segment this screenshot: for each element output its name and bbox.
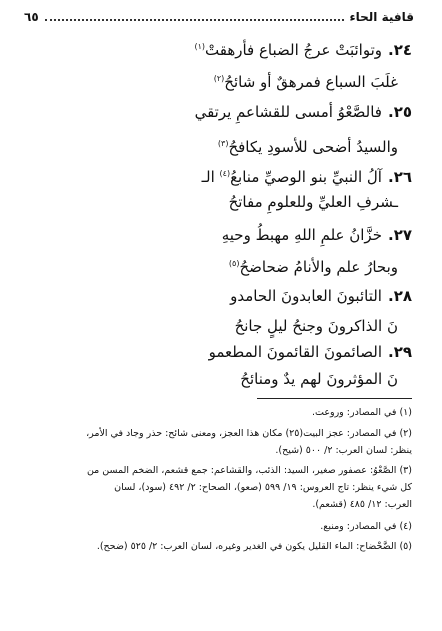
- footnote-3-cont: كل شيء ينظر: تاج العروس: ١٩/ ٥٩٩ (صعو)، الصحاح: ٢/ ٤٩٢ (سود)، لسان: [114, 482, 412, 493]
- footnote-separator: [257, 398, 412, 399]
- footnote-3-cont2: العرب: ١٢/ ٤٨٥ (قشعم).: [312, 499, 412, 510]
- hemistich-text: التائبونَ العابدونَ الحامدو: [230, 287, 382, 305]
- verse-25-first: [22, 99, 412, 125]
- verse-24-second: [22, 66, 412, 92]
- verse-26-second: [22, 189, 412, 215]
- verse-29-second: [22, 366, 412, 392]
- verse-number: ٢٨.: [387, 287, 412, 305]
- hemistich-text: والسيدُ أضحى للأسودِ يكافحُ: [228, 138, 398, 156]
- footnote-marker: (١): [194, 42, 205, 51]
- hemistich-text: آلُ النبيِّ بنو الوصيِّ منابعُ: [230, 168, 382, 186]
- footnote-4: (٤) في المصادر: ومنبع.: [320, 521, 412, 532]
- footnote-3: (٣) الصَّعْوُ: عصفور صغير، السيد: الذئب، والقشاعم: جمع قشعم، الضخم المسن من: [86, 465, 412, 476]
- verse-28-first: [22, 283, 412, 309]
- verse-number: ٢٥.: [387, 103, 412, 121]
- verse-25-second: [22, 131, 412, 157]
- hemistich-text: نَ الذاكرونَ وجنحُ ليلٍ جانحُ: [234, 317, 398, 335]
- verse-29-first: [22, 339, 412, 365]
- hemistich-text: ـشرفِ العليِّ وللعلومِ مفاتحُ: [228, 193, 398, 211]
- verse-24-first: [22, 34, 412, 60]
- verse-28-second: [22, 313, 412, 339]
- footnote-5: (٥) الضَّحْضاح: الماء القليل يكون في الغدير وغيره، لسان العرب: ٢/ ٥٢٥ (ضحح).: [96, 541, 412, 552]
- footnote-marker: (٥): [228, 259, 240, 268]
- chapter-title: قافية الحاء: [349, 10, 414, 24]
- hemistich-text: نَ المؤثرونَ لهم يدٌ ومنائحُ: [240, 370, 398, 388]
- verse-27-first: [22, 222, 412, 248]
- hemistich-text: فالصَّعْوُ أمسى للقشاعمِ يرتقي: [194, 103, 382, 121]
- verse-number: ٢٤.: [387, 41, 412, 59]
- header-dotted-leader: [45, 19, 344, 21]
- footnote-marker: (٢): [213, 74, 225, 83]
- hemistich-text: غلَبَ السباعِ فمرهقٌ أو شائحُ: [224, 73, 398, 91]
- verse-27-second: [22, 251, 412, 277]
- verse-number: ٢٧.: [387, 226, 412, 244]
- footnote-marker: (٣): [217, 139, 229, 148]
- hemistich-text: خزَّانُ علمِ اللهِ مهبطُ وحيهِ: [221, 226, 382, 244]
- hemistich-text: وتوائبَتْ عرجُ الضباعِ فأرهقتْ: [205, 41, 382, 59]
- page-number: ٦٥: [24, 10, 39, 24]
- footnote-marker: (٤): [219, 169, 231, 178]
- footnote-1: (١) في المصادر: وروعت.: [311, 407, 412, 418]
- hemistich-text: الصائمونَ القائمونَ المطعمو: [208, 343, 382, 361]
- hemistich-text: وبحارُ علمِ والأنامُ ضحاضحُ: [239, 258, 398, 276]
- hemistich-tail: الـ: [201, 168, 215, 186]
- verse-26-first: [22, 161, 412, 187]
- footnote-2: (٢) في المصادر: عجز البيت(٢٥) مكان هذا العجز، ومعنى شائح: حذر وجاد في الأمر،: [86, 428, 412, 439]
- verse-number: ٢٦.: [387, 168, 412, 186]
- footnote-2-cont: ينظر: لسان العرب: ٢/ ٥٠٠ (شيح).: [275, 445, 412, 456]
- running-header: [24, 8, 414, 26]
- verse-number: ٢٩.: [387, 343, 412, 361]
